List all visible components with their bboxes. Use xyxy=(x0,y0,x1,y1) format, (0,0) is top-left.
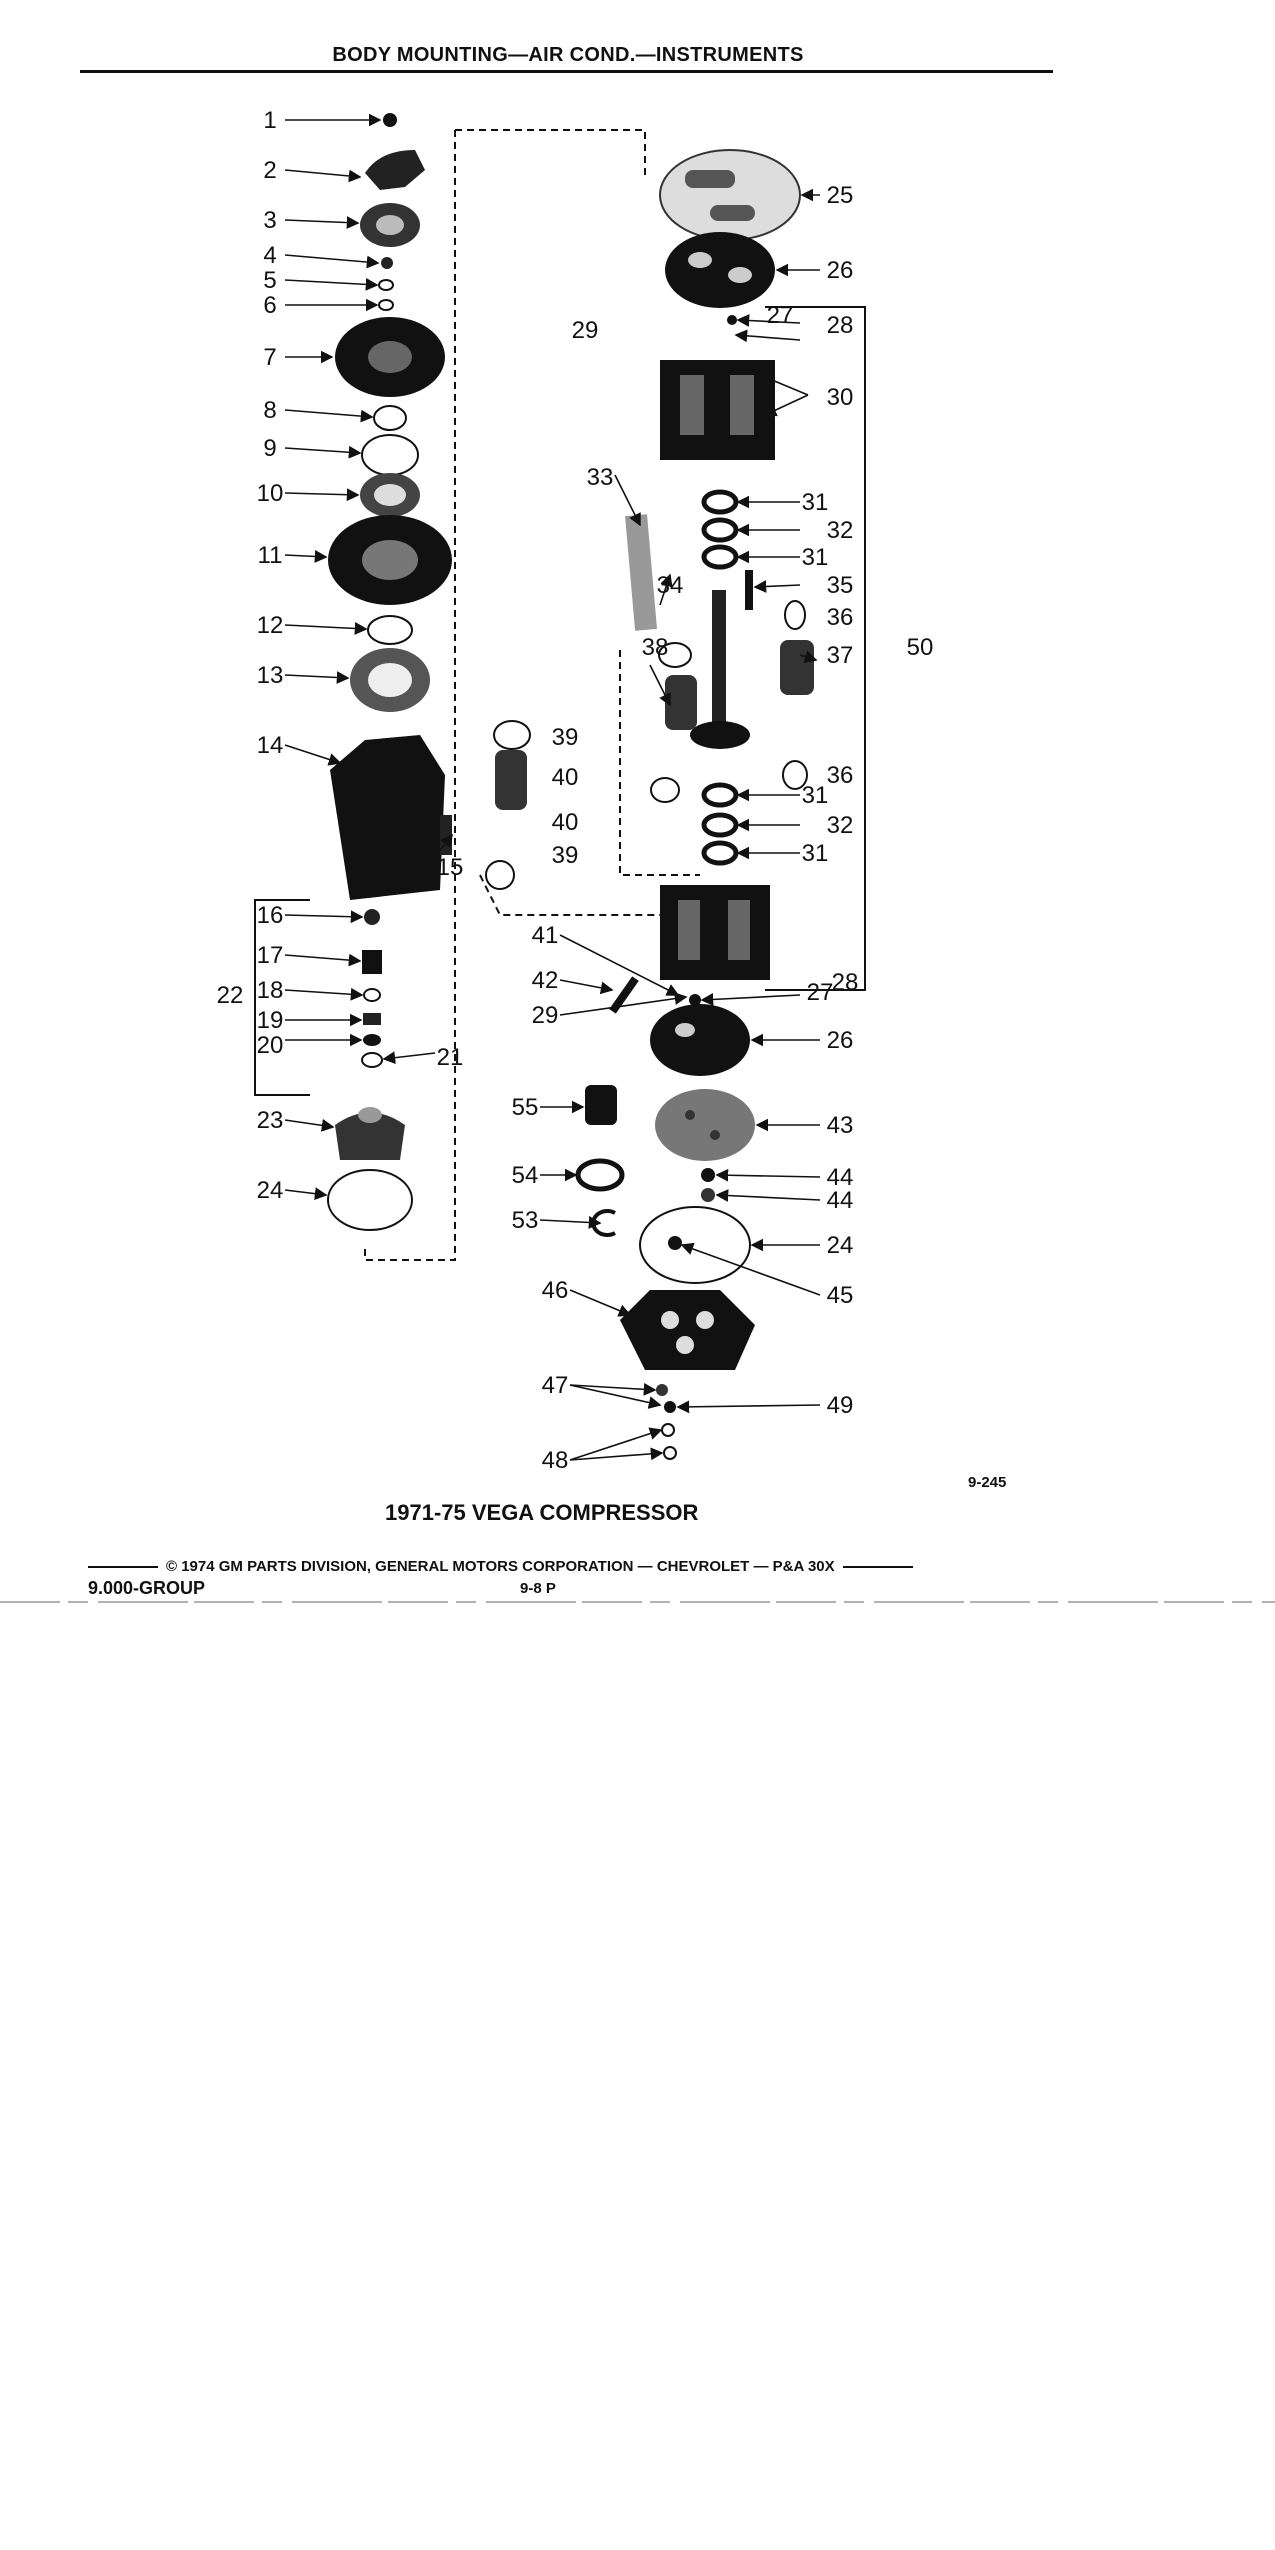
callout-36-top: 36 xyxy=(826,604,854,631)
part-seal-19 xyxy=(363,1013,381,1025)
part-cylinder-rear xyxy=(660,885,770,980)
part-shell-14 xyxy=(330,735,445,900)
callout-30: 30 xyxy=(826,384,854,411)
part-ring-21 xyxy=(362,1053,382,1067)
callout-49: 49 xyxy=(826,1392,854,1419)
part-discharge-plate-43 xyxy=(655,1089,755,1161)
part-ring-31a xyxy=(704,492,736,512)
callout-24-left: 24 xyxy=(256,1177,284,1204)
callout-44-b: 44 xyxy=(826,1187,854,1214)
callout-27-top: 27 xyxy=(766,302,794,329)
callout-36-bottom: 36 xyxy=(826,762,854,789)
part-rear-head-46 xyxy=(620,1290,755,1370)
callout-18: 18 xyxy=(256,977,284,1004)
page-number: 9-8 P xyxy=(520,1580,556,1597)
part-screen-45 xyxy=(668,1236,682,1250)
part-ring-6 xyxy=(379,300,393,310)
part-piston-left xyxy=(665,675,697,730)
callout-12: 12 xyxy=(256,612,284,639)
callout-8: 8 xyxy=(263,397,277,424)
callout-53: 53 xyxy=(511,1207,539,1234)
part-fitting-49 xyxy=(664,1401,676,1413)
callout-19: 19 xyxy=(256,1007,284,1034)
part-ring-36a xyxy=(785,601,805,629)
callout-17: 17 xyxy=(256,942,284,969)
figure-caption: 1971-75 VEGA COMPRESSOR xyxy=(385,1500,699,1525)
part-piston-37 xyxy=(780,640,814,695)
callout-20: 20 xyxy=(256,1032,284,1059)
callout-46: 46 xyxy=(541,1277,569,1304)
part-ring-32b xyxy=(704,815,736,835)
callout-39-bottom: 39 xyxy=(551,842,579,869)
figure-number: 9-245 xyxy=(968,1474,1007,1491)
part-fitting-16 xyxy=(364,909,380,925)
page-header-title: BODY MOUNTING—AIR COND.—INSTRUMENTS xyxy=(332,44,804,66)
callout-1: 1 xyxy=(263,107,277,134)
part-ring-48a xyxy=(662,1424,674,1436)
callout-23: 23 xyxy=(256,1107,284,1134)
part-cylinder-front-30 xyxy=(660,360,775,460)
part-fitting-47 xyxy=(656,1384,668,1396)
part-washer-4 xyxy=(381,257,393,269)
callout-13: 13 xyxy=(256,662,284,689)
callout-26-top: 26 xyxy=(826,257,854,284)
callout-26-bottom: 26 xyxy=(826,1027,854,1054)
part-reed-valve-26b xyxy=(650,1004,750,1076)
part-valve-plate-25 xyxy=(660,150,800,240)
part-oring-24b xyxy=(640,1207,750,1283)
callout-43: 43 xyxy=(826,1112,854,1139)
group-number: 9.000-GROUP xyxy=(88,1578,206,1598)
part-washer-20 xyxy=(363,1034,381,1046)
footer-copyright-line xyxy=(88,1558,1028,1575)
callout-29-bottom: 29 xyxy=(531,1002,559,1029)
callout-31-c: 31 xyxy=(801,782,829,809)
callout-40-bottom: 40 xyxy=(551,809,579,836)
callout-31-d: 31 xyxy=(801,840,829,867)
compressor-exploded-diagram xyxy=(200,95,934,1495)
callout-33: 33 xyxy=(586,464,614,491)
callout-32-a: 32 xyxy=(826,517,854,544)
part-ring-9 xyxy=(362,435,418,475)
part-nut-1 xyxy=(383,113,397,127)
part-ring-8 xyxy=(374,406,406,430)
callout-25: 25 xyxy=(826,182,854,209)
callout-4: 4 xyxy=(263,242,277,269)
callout-2: 2 xyxy=(263,157,277,184)
callout-11: 11 xyxy=(257,542,283,569)
callout-55: 55 xyxy=(511,1094,539,1121)
footer-rule-right xyxy=(843,1566,913,1568)
callout-28-bottom: 28 xyxy=(831,969,859,996)
callout-50: 50 xyxy=(906,634,934,661)
callout-31-a: 31 xyxy=(801,489,829,516)
callout-16: 16 xyxy=(256,902,284,929)
callout-7: 7 xyxy=(263,344,277,371)
callout-39-top: 39 xyxy=(551,724,579,751)
part-reed-valve-26a xyxy=(665,232,775,308)
callout-45: 45 xyxy=(826,1282,854,1309)
callout-3: 3 xyxy=(263,207,277,234)
part-gasket-33 xyxy=(625,514,657,630)
part-piston-center xyxy=(495,750,527,810)
callout-15: 15 xyxy=(436,854,464,881)
part-ring-31d xyxy=(704,843,736,863)
footer-rule-left xyxy=(88,1566,158,1568)
callout-24-right: 24 xyxy=(826,1232,854,1259)
part-ball-44b xyxy=(701,1188,715,1202)
callout-22: 22 xyxy=(216,982,244,1009)
callout-6: 6 xyxy=(263,292,277,319)
callout-14: 14 xyxy=(256,732,284,759)
part-spacer-17 xyxy=(362,950,382,974)
callout-42: 42 xyxy=(531,967,559,994)
part-ring-12 xyxy=(368,616,412,644)
callout-28-top: 28 xyxy=(826,312,854,339)
callout-38: 38 xyxy=(641,634,669,661)
callout-10: 10 xyxy=(256,480,284,507)
part-ball-44a xyxy=(701,1168,715,1182)
part-ring-left-bottom xyxy=(651,778,679,802)
part-ring-54 xyxy=(578,1161,622,1189)
callout-29-top: 29 xyxy=(571,317,599,344)
callout-5: 5 xyxy=(263,267,277,294)
callout-32-b: 32 xyxy=(826,812,854,839)
callout-27-bottom: 27 xyxy=(806,979,834,1006)
callout-41: 41 xyxy=(531,922,559,949)
callout-31-b: 31 xyxy=(801,544,829,571)
callout-9: 9 xyxy=(263,435,277,462)
callout-48: 48 xyxy=(541,1447,569,1474)
part-ring-18 xyxy=(364,989,380,1001)
callout-47: 47 xyxy=(541,1372,569,1399)
footer-copyright: © 1974 GM PARTS DIVISION, GENERAL MOTORS CORPORATION — CHEVROLET — P&A 30X xyxy=(166,1558,835,1575)
callout-44-a: 44 xyxy=(826,1164,854,1191)
part-oring-24a xyxy=(328,1170,412,1230)
scan-edge-line xyxy=(0,1600,1275,1604)
part-ring-31b xyxy=(704,547,736,567)
header-rule xyxy=(80,70,1053,73)
callout-34: 34 xyxy=(656,572,684,599)
part-ring-32a xyxy=(704,520,736,540)
callout-35: 35 xyxy=(826,572,854,599)
part-key-35 xyxy=(745,570,753,610)
callout-21: 21 xyxy=(436,1044,464,1071)
part-ball-27a xyxy=(727,315,737,325)
part-ring-48b xyxy=(664,1447,676,1459)
part-ring-31c xyxy=(704,785,736,805)
callout-40-top: 40 xyxy=(551,764,579,791)
callout-37: 37 xyxy=(826,642,854,669)
part-shaft-38 xyxy=(712,590,726,740)
part-valve-55 xyxy=(585,1085,617,1125)
part-ring-5 xyxy=(379,280,393,290)
callout-54: 54 xyxy=(511,1162,539,1189)
part-hub-2 xyxy=(365,150,425,190)
